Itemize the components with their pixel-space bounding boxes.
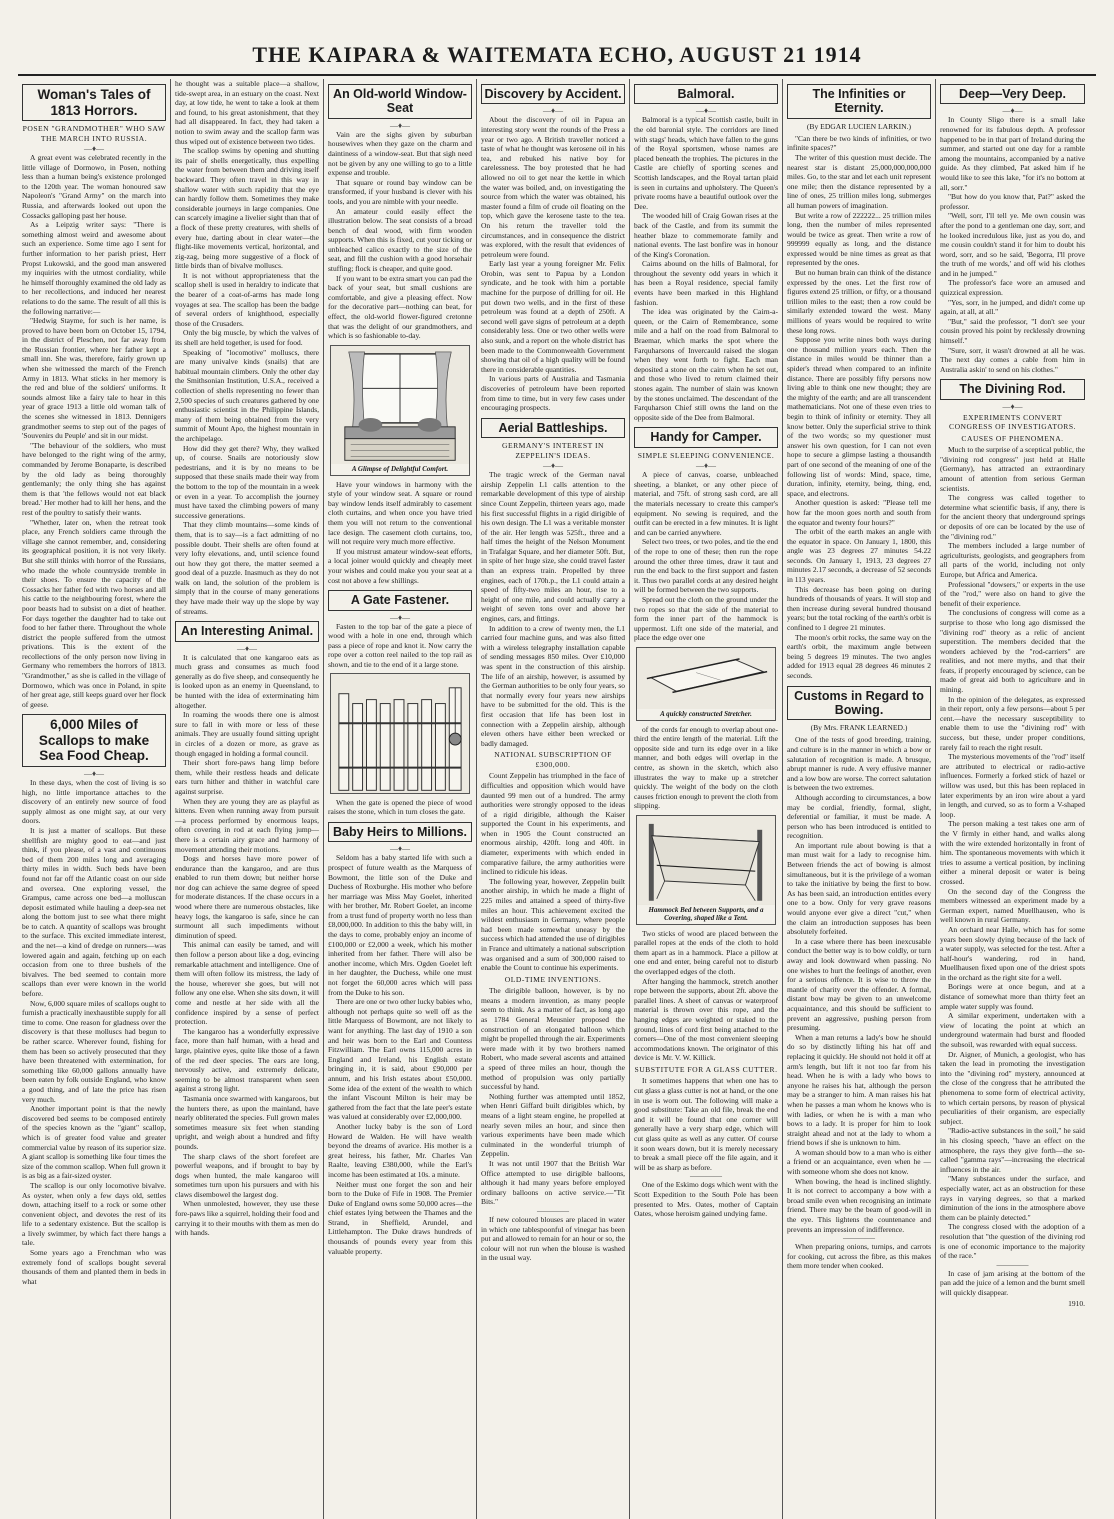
paragraph: In a case where there has been inexcusable conduct the better way is to bow coldly, or turn away and look downward when passing. No one wishes to hurt the feelings of another, even for a serious offence. It is wise to throw the mantle of charity over the offender. A formal, distant bow may be given to an unwelcome acquaintance, and this should be sufficient to prevent an aggressive, pushing person from presuming. <box>787 936 931 1033</box>
column-3 <box>324 79 477 1519</box>
paragraph: Nothing further was attempted until 1852, when Henri Giffard built dirigibles which, by means of a light steam engine, he propelled at nearly seven miles an hour, and since then various experiments have been made which culminated in the wonderful triumph of Zeppelin. <box>481 1091 625 1159</box>
paragraph: Vain are the sighs given by suburban housewives when they gaze on the charm and daintiness of a window-seat. But that sigh need not be given by any one willing to go to a little expense and trouble. <box>328 129 472 178</box>
article-body <box>22 778 166 1286</box>
article-deep <box>940 84 1085 374</box>
article-woman-tales <box>22 84 166 709</box>
paragraph: If new coloured blouses are placed in water in which one tablespoonful of vinegar has been put and allowed to remain for an hour or so, the colour will not run when the blouse is washed in the usual way. <box>481 1214 625 1263</box>
headline: An Old-world Window-Seat <box>328 84 472 119</box>
paragraph: That square or round bay window can be transformed, if your husband is clever with his tools, and you are nimble with your needle. <box>328 177 472 206</box>
divider: —♦— <box>389 844 411 854</box>
paragraph: "Yes, sorr, in he jumped, and didn't come up again, at all, at all." <box>940 297 1085 317</box>
paragraph: In various parts of Australia and Tasmania discoveries of petroleum have been reported from time to time, but in very few cases under encouraging prospects. <box>481 374 625 413</box>
paragraph: Suppose you write nines both ways during one thousand million years each. Then the distance in miles would be thinner than a spider's thread when compared to an infinite distance. There are possibly fifty persons now living able to think one new thought; they are the mighty of the earth; and are all transcendent mathematicians. Not one of these even tries to begin to think of infinity or eternity. They all know better. Only the superficial strive to think of the two words; so my questioner must answer his own question, for I can not even hope to secure a glimpse lasting a thousandth part of one second of the meaning of one of the following list of words: Mind, space, time, duration, infinity, eternity, being, thing, end, space, and electrons. <box>787 335 931 498</box>
divider: —♦— <box>695 461 717 471</box>
headline: A Gate Fastener. <box>328 590 472 610</box>
headline: Handy for Camper. <box>634 427 778 447</box>
figure-caption: A quickly constructed Stretcher. <box>637 709 775 720</box>
columns <box>18 79 1096 1519</box>
paragraph: "The behaviour of the soldiers, who must have belonged to the right wing of the army, commanded by Jerome Bonaparte, is described by the old lady as being thoroughly gentlemanly; the only thing she has against them is that 'the fellows would not eat black bread.' Her mother had to kill her hens, and the rest of the poultry to satisfy their wants. <box>22 440 166 517</box>
byline: (By EDGAR LUCIEN LARKIN.) <box>806 121 912 131</box>
article-body <box>634 929 778 1219</box>
byline: (By Mrs. FRANK LEARNED.) <box>810 723 908 733</box>
article-body <box>328 130 472 341</box>
paragraph: How did they get there? Why, they walked up, of course. Snails are notoriously slow pedestrians, and it is by no means to be supposed that these snails made their way from the bottom to the top of the mountain in a week or even in a year. To accomplish the journey must have taxed the climbing powers of many successive generations. <box>175 443 319 520</box>
article-balmoral <box>634 84 778 422</box>
paragraph: The orbit of the earth makes an angle with the equator in space. On January 1, 1800, this angle was 23 degrees 27 minutes 54.22 seconds. On January 1, 1913, 23 degrees 27 minutes 2.17 seconds, a decrease of 52 seconds in 113 years. <box>787 527 931 585</box>
paragraph: It is just a matter of scallops. But these shellfish are mighty good to eat—and just think, if you please, of a vast and continuous bed of them 200 miles long and averaging thirty miles in width. Such beds have been found not far off the Atlantic coast on our side and oversea. One exploring vessel, the Grampus, came across one bed—a molluscan deposit estimated while hauling a deep-sea net along the bottom just to see what there might be to catch. A quantity of scallops was brought to the surface. This excited immediate interest, and the net—a kind of dredge on runners—was lowered again and again, fetching up on each occasion from one to three bushels of the bivalves. The bed seemed to contain more scallops than ever were known in the world before. <box>22 825 166 999</box>
paragraph: Spread out the cloth on the ground under the two ropes so that the side of the material to form the inner part of the hammock is uppermost. Lift one side of the material, and place the edge over one <box>634 594 778 643</box>
paragraph: The scallop is our only locomotive bivalve. As oyster, when only a few days old, settles down, attaching itself to a rock or some other convenient object, and devotes the rest of its life to a sedentary existence. But the scallop is a lively swimmer, by which fact there hangs a tale. <box>22 1180 166 1248</box>
divider: —♦— <box>542 461 564 471</box>
paragraph: In addition to a crew of twenty men, the L1 carried four machine guns, and was also fitted with a wireless telegraphy installation capable of sending messages 850 miles. Over £10,000 was spent in the construction of this airship. The life of an airship, however, is assumed by the German authorities to be only four years, so that normally every four years new airships have to be submitted for the old. This is the first occasion that life has been lost in connection with a Zeppelin airship, although eleven others have either been wrecked or badly damaged. <box>481 623 625 748</box>
paragraph: of the cords far enough to overlap about one-third the entire length of the material. Lift the opposite side and turn its edge over in a like manner, and both edges will overlap in the centre, as shown in the sketch, which also illustrates the way to make up a stretcher quickly. The weight of the body on the cloth causes friction enough to prevent the cloth from slipping. <box>634 724 778 811</box>
paragraph: Two sticks of wood are placed between the parallel ropes at the ends of the cloth to hold them apart as in a hammock. Place a pillow at one end and enter, being careful not to disturb the overlapped edges of the cloth. <box>634 928 778 976</box>
article-interesting-animal <box>175 621 319 1238</box>
paragraph: When unmolested, however, they use these fore-paws like a squirrel, holding their food and carrying it to their mouths with them as men do with hands. <box>175 1199 319 1238</box>
article-window-seat <box>328 84 472 585</box>
paragraph: "But," said the professor, "I don't see your cousin proved his point by recklessly drowning himself." <box>940 316 1085 346</box>
paragraph: When bowing, the head is inclined slightly. It is not correct to accompany a bow with a broad smile even when recognising an intimate friend. There may be the beam of good-will in the eye. This lightens the countenance and prevents an impression of indifference. <box>787 1176 931 1234</box>
paragraph: A woman should bow to a man who is either a friend or an acquaintance, even when he — with someone whom she does not know. <box>787 1147 931 1177</box>
article-body <box>940 115 1085 374</box>
paragraph: "But how do you know that, Pat?" asked the professor. <box>940 192 1085 211</box>
paragraph: Only the big muscle, by which the valves of its shell are held together, is used for food. <box>175 328 319 348</box>
paragraph: A great event was celebrated recently in the little village of Dormowo, in Posen, nothing less than a human being's existence prolonged to the 120th year. The woman honoured saw Napoleon's "Grand Army" on the march into Russia, and afterwards looked out upon the Cossacks galloping past her house. <box>22 153 166 220</box>
column-4 <box>477 79 630 1519</box>
column-1 <box>18 79 171 1519</box>
column-7 <box>936 79 1089 1519</box>
paragraph: Early last year a young foreigner Mr. Felix Orobin, was sent to Papua by a London syndicate, and he took with him a portable machine for the purpose of drilling for oil. He put down two wells, and in the first of these petroleum was found at a depth of 250ft. A second well gave signs of petroleum at a depth considerably less. One or two other wells were also sunk, and a report on the whole district has been made to the Commonwealth Government showing that oil of a high quality will be found there in considerable quantities. <box>481 259 625 374</box>
subhead: CAUSES OF PHENOMENA. <box>961 433 1064 443</box>
article-body <box>328 622 472 670</box>
article-body <box>634 470 778 643</box>
paragraph: Some years ago a Frenchman who was extremely fond of scallops bought several thousands of them and planted them in beds in what <box>22 1248 166 1286</box>
paragraph: The conclusions of congress will come as a surprise to those who long ago dismissed the "divining rod" theory as a relic of ancient superstition. The members decided that the wonders achieved by the "rod-carriers" are realities, and not mere myths, and that their feats, if properly encouraged by science, can be made of great aid both to agriculture and in mining. <box>940 608 1085 695</box>
paragraph: In County Sligo there is a small lake renowned for its fabulous depth. A professor happened to be in that part of Ireland during the summer, and started out one day for a ramble among the mountains, accompanied by a native guide. As they climbed, Pat asked him if he would like to see this lake, "for it's no bottom at all, sorr." <box>940 115 1085 192</box>
divider: —♦— <box>389 120 411 130</box>
headline: Aerial Battleships. <box>481 418 625 438</box>
paragraph: It is calculated that one kangaroo eats as much grass and consumes as much food generally as do five sheep, and consequently he is looked upon as an enemy in Queensland, to be hunted with the idea of exterminating him altogether. <box>175 652 319 710</box>
paragraph: Now, 6,000 square miles of scallops ought to furnish a practically inexhaustible supply for all time to come. One reason for gladness over the discovery is that these molluscs had begun to be rather scarce. Wherever found, fishing for them has been so actively prosecuted that they have been threatened with extermination, for something like 60,000 gallons annually have been eaten by folk outside England, who know a good thing, and of late the price has risen very much. <box>22 998 166 1104</box>
headline: Baby Heirs to Millions. <box>328 822 472 842</box>
paragraph: In roaming the woods there one is almost sure to fall in with more or less of these animals. They are usually found sitting upright in circles of a dozen or more, as grave as though engaged in holding a formal council. <box>175 710 319 758</box>
paragraph: Their short fore-paws hang limp before them, while their restless heads and delicate ears turn hither and thither in watchful care against surprise. <box>175 758 319 796</box>
paragraph: There are one or two other lucky babies who, although not perhaps quite so well off as the little Marquess of Bowmont, are not likely to want for anything. The last day of 1910 a son and heir was born to the Earl and Countess Fitzwilliam. The Earl owns 115,000 acres in England and Ireland, his English estate bringing in, it is said, about £90,000 per annum, and his Irish estates about £50,000. Some idea of the extent of the wealth to which the infant Viscount Milton is heir may be gathered from the fact that the late peer's estate was valued at considerably over £2,000,000. <box>328 997 472 1122</box>
paragraph: When the gate is opened the piece of wood raises the stone, which in turn closes the gate. <box>328 797 472 817</box>
article-baby-heirs <box>328 822 472 1256</box>
article-bowing <box>787 686 931 1271</box>
section-subhead: OLD-TIME INVENTIONS. <box>504 974 602 984</box>
paragraph: Speaking of "locomotive" molluscs, there are many univalve kinds (snails) that are habitual mountain climbers. Only the other day the Smithsonian Institution, U.S.A., received a collection of shells representing no fewer than 2,500 species of such creatures gathered by one enthusiastic scientist in the Philippine Islands, many of them being obtained from the very summit of Mount Apo, the highest mountain in the archipelago. <box>175 347 319 443</box>
paragraph: Neither must one forget the son and heir born to the Duke of Fife in 1908. The Premier Duke of England owns some 50,000 acres—the chief estates lying between the Thames and the Strand, in Sheffield, Arundel, and Littlehampton. The Duke draws hundreds of thousands of pounds every year from this valuable property. <box>328 1179 472 1256</box>
paragraph: Another important point is that the newly discovered bed seems to be composed entirely of the species known as the "giant" scallop, which is of greater food value and greater commercial value by reason of its superior size. A giant scallop is something like four times the size of the common scallop. When full grown it is as big as a fair-sized oyster. <box>22 1104 166 1181</box>
paragraph: he thought was a suitable place—a shallow, tide-swept area, in an estuary on the coast. Next day, at low tide, he went to take a look at them and found, to his great astonishment, that they had all disappeared. In fact, they had taken a notion to swim away and the scallop farm was thus wiped out of existence between two tides. <box>175 79 319 146</box>
paragraph: Tasmania once swarmed with kangaroos, but the hunters there, as upon the mainland, have nearly obliterated the species. Full grown males sometimes measure six feet when standing upright, and weigh about a hundred and fifty pounds. <box>175 1093 319 1151</box>
paragraph: The moon's orbit rocks, the same way on the earth's orbit, the maximum angle between being 5 degrees 19 minutes. The two angles added for 1913 equal 28 degrees 46 minutes 2 seconds. <box>787 632 931 680</box>
article-body <box>481 470 625 1263</box>
hammock-tent-drawing <box>637 816 775 905</box>
article-gate-fastener <box>328 590 472 817</box>
divider: —♦— <box>1002 106 1023 116</box>
paragraph: Although according to circumstances, a bow may be cordial, friendly, formal, slight, deferential or familiar, it must be made. A person who has been introduced is entitled to recognition. <box>787 792 931 841</box>
article-body-continued <box>175 79 319 616</box>
article-scallops <box>22 714 166 1286</box>
paragraph: "Radio-active substances in the soil," he said in his closing speech, "have an effect on the atmosphere, the rays they give forth—the so-called "gamma rays"—increasing the electrical influences in the air. <box>940 1126 1085 1174</box>
paragraph: If you mistrust amateur window-seat efforts, a local joiner would quickly and cheaply meet your wishes and could make you your seat at a cost not above a few shillings. <box>328 546 472 585</box>
paragraph: The person making a test takes one arm of the V firmly in either hand, and walks along with the wire extended horizontally in front of him. The spontaneous movements with which it tries to assume a vertical position, by inclining either a mineral deposit or water is being crossed. <box>940 819 1085 886</box>
paragraph: In these days, when the cost of living is so high, no little importance attaches to the discovery of an entirely new source of food supply almost as one might say, at our very doors. <box>22 777 166 826</box>
article-infinities <box>787 84 931 681</box>
column-5 <box>630 79 783 1519</box>
paragraph: It is not without appropriateness that the scallop shell is used in heraldry to indicate that the bearer of a coat-of-arms has made long voyages at sea. The scallop has been the badge of several orders of knighthood, especially those of the Crusaders. <box>175 270 319 328</box>
window-seat-illustration <box>330 345 470 476</box>
paragraph: A similar experiment, undertaken with a view of locating the point at which an underground watermain had burst and flooded the subsoil, was rewarded with equal success. <box>940 1011 1085 1050</box>
article-handy-camper <box>634 427 778 1218</box>
paragraph: Professional "dowsers," or experts in the use of the "rod," were also on hand to give the benefit of their experience. <box>940 579 1085 608</box>
paragraph: The idea was originated by the Cairn-a-queen, or the Cairn of Remembrance, some mile and a half on the road from Balmoral to Braemar, which marks the spot where the Farquharsons of Invercauld raised the slogan when they went forth to fight. Each man deposited a stone on the cairn when he set out, and those who lived to return claimed their stones again. The number of slain was known by the stones unclaimed. The descendant of the Farquharson Chief still owns the land on the opposite side of the Dee from Balmoral. <box>634 307 778 422</box>
paragraph: The writer of this question must decide. The nearest star is distant 25,000,000,000,000 miles. Go, to the star and let each unit represent one mile; then the distance represented by a line of ones, 25 trillion miles long, submerges all human powers of imagination. <box>787 152 931 210</box>
paragraph: "Can there be two kinds of infinities, or two infinite spaces?" <box>787 133 931 153</box>
paragraph: Seldom has a baby started life with such a prospect of future wealth as the Marquess of Bowmont, the little son of the Duke and Duchess of Roxburghe. His mother who before her marriage was Miss May Goelet, inherited with her brother, Mr. Robert Goelet, an income from a trust fund of property worth no less than £8,000,000. In addition to this the baby will, in the days to come, probably enjoy an income of £100,000 or £2,000 a week, which his mother inherited from her father. There will also be another income, which Mrs. Ogden Goelet left in her daughter, the Duchess, while one must not forget the 60,000 acres which will pass from the Duke to his son. <box>328 853 472 997</box>
article-body <box>328 853 472 1256</box>
paragraph: But write a row of 222222... 25 trillion miles long, then the number of miles represented would be twice as great. Then write a row of 999999 equally as long, and the distance expressed would be nine times as great as that represented by the ones. <box>787 210 931 268</box>
paragraph: Dogs and horses have more power of endurance than the kangaroo, and are thus enabled to run them down; but neither horse nor dog can achieve the same degree of speed for moderate distances. If the chase occurs in a wood where there are numerous obstacles, like heavy logs, the kangaroo is safe, since he can surmount all such impediments without diminution of speed. <box>175 854 319 940</box>
paragraph: After hanging the hammock, stretch another rope between the supports, about 2ft. above the parallel lines. A sheet of canvas or waterproof material is thrown over this rope, and the hanging edges are weighted or staked to the ground, lines of cord first being attached to the corners—One of the most convenient sleeping accommodations known. The originator of this device is Mr. V. W. Killick. <box>634 976 778 1063</box>
paragraph: The congress closed with the adoption of a resolution that "the question of the divining rod is one of economic importance to the majority of the race." <box>940 1222 1085 1261</box>
paragraph: The kangaroo has a wonderfully expressive face, more than half human, with a head and large, plaintive eyes, quite like those of a fawn of the red deer species. The ears are long, nervously active, and extremely delicate, seeming to be almost transparent when seen against a strong light. <box>175 1026 319 1094</box>
article-body <box>634 725 778 811</box>
masthead: THE KAIPARA & WAITEMATA ECHO, AUGUST 21 1914 <box>252 42 862 67</box>
headline: Discovery by Accident. <box>481 84 625 104</box>
paragraph: If you want to be extra smart you can pad the back of your seat, but small cushions are comfortable, and give a pleasing effect. Now for the decorative part—nothing can beat, for effect, the old-world flower-figured cretonne that was the delight of our grandmothers, and which is so fashionable to-day. <box>328 273 472 341</box>
paragraph: The dirigible balloon, however, is by no means a modern invention, as many people seem to think. As a matter of fact, as long ago as 1784 General Meusnier proposed the construction of an elongated balloon which might be propelled through the air. Experiments were made with it by two brothers named Robert, who made several ascents and attained a speed of three miles an hour, though the method of propulsion was only partially successful by hand. <box>481 986 625 1092</box>
paragraph: Balmoral is a typical Scottish castle, built in the old baronial style. The corridors are lined with stags' heads, which have fallen to the guns of the Royal sportsmen, whose names are placed beneath the trophies. The pictures in the Castle are chiefly of sporting scenes and Scottish landscapes, and the Royal tartan plaid is seen in curtains and upholstery. The Queen's private rooms have a beautiful outlook over the Dee. <box>634 115 778 211</box>
paragraph: "Many substances under the surface, and especially water, act as an obstruction for these rays in varying degrees, so that a marked diminution of the ions in the atmosphere above them can be plainly detected." <box>940 1174 1085 1222</box>
article-body <box>481 115 625 412</box>
article-discovery <box>481 84 625 413</box>
paragraph: Dr. Aigner, of Munich, a geologist, who has taken the lead in promoting the investigation into the "divining rod" mystery, announced at the close of the congress that he attributed the phenomena to some form of electrical activity, to which certain persons, by reason of physical peculiarities of their organism, are especially subject. <box>940 1049 1085 1126</box>
divider: ———— <box>537 1205 569 1215</box>
paragraph: "Whether, later on, when the retreat took place, any French soldiers came through the village she cannot remember, and, considering its geographical position, it is not very likely. But she still thinks with horror of the Russians, who made the whole countryside tremble in their shoes. To ensure the capacity of the Cossacks her father fed with two horses and all his cattle to the neighbouring forest, where the poor beasts had to subsist on a diet of heather. For days together the daughter had to take out food to her father there. Throughout the whole district the people suffered from the utmost privations. This is the extent of the recollections of the only person now living in Germany who remembers the horrors of 1813. "Grandmother," as she is called in the village of Dormowo, which was once in Poland, in spite of her great age, still keeps guard over her flock of geese. <box>22 517 166 709</box>
paragraph: The members included a large number of agriculturists, geologists, and geographers from all parts of the world, including not only Europe, but Africa and America. <box>940 541 1085 579</box>
paragraph: It was not until 1907 that the British War Office attempted to use dirigible balloons, although it had many years before employed ordinary balloons on active service.—"Tit Bits." <box>481 1158 625 1207</box>
divider: —♦— <box>1002 401 1023 411</box>
gate-drawing <box>331 674 469 792</box>
paragraph: Borings were at once begun, and at a distance of somewhat more than thirty feet an ample water supply was found. <box>940 982 1085 1011</box>
subhead: EXPERIMENTS CONVERT CONGRESS OF INVESTIGATORS. <box>949 412 1076 432</box>
headline: The Infinities or Eternity. <box>787 84 931 119</box>
window-seat-drawing <box>331 346 469 464</box>
divider: ———— <box>843 1233 875 1243</box>
divider: ———— <box>690 1171 722 1181</box>
paragraph: The sharp claws of the short forefeet are powerful weapons, and if brought to bay by dogs when hunted, the male kangaroo will sometimes turn upon his pursuers and with his claws disembowel the largest dog. <box>175 1151 319 1199</box>
divider: ———— <box>996 1259 1029 1269</box>
paragraph: On the second day of the Congress the members witnessed an experiment made by a German expert, named Muellhausen, who is well known in rural Germany. <box>940 886 1085 925</box>
paragraph: In case of jam arising at the bottom of the pan add the juice of a lemon and the burnt smell will quickly disappear. <box>940 1268 1085 1297</box>
divider: —♦— <box>83 768 105 778</box>
headline: Balmoral. <box>634 84 778 104</box>
paragraph: Select two trees, or two poles, and tie the end of the rope to one of these; then run the rope around the other three times, draw it taut and run the end back to the first support and fasten it. Thus two parallel cords at any desired height will be formed between the two supports. <box>634 537 779 595</box>
paragraph: An orchard near Halle, which has for some years been slowly dying because of the lack of a water supply, was selected for the test. After a half-hour's wandering, rod in hand, Muellhausen fixed upon one of the driest spots in the orchard as the right site for a well. <box>940 924 1085 982</box>
headline: Deep—Very Deep. <box>940 84 1085 104</box>
paragraph: When a man returns a lady's bow he should do so by distinctly lifting his hat off and replacing it quickly. He should not hold it off at arm's length, but lift it not too far from his head. When he is with a lady who bows to anyone he raises his hat, although the person may be a stranger to him. A man raises his hat when he passes a man whom he knows who is with ladies, or when he is with a man who bows to a lady. It is proper for him to look straight ahead and not at the lady to whom a friend bows if she is unknown to him. <box>787 1032 931 1148</box>
divider: —♦— <box>83 144 105 153</box>
article-body <box>787 735 931 1271</box>
paragraph: "Hedwig Stayme, for such is her name, is proved to have been born on October 15, 1794, in the district of Pleschen, not far away from the Russian frontier, where her father kept a small inn. She was, therefore, fairly grown up when she witnessed the march of the French Army in 1813. What sticks in her memory is the red and blue of the soldiers' uniforms. It sounds almost like a fairy tale to hear in this year of grace 1913 a little old woman talk of the scenes she witnessed in 1813. Dennigers grandmother seems to step out of the pages of 'Souvenirs du Peuple' and sit in our midst. <box>22 316 166 441</box>
paragraph: The mysterious movements of the "rod" itself are attributed to electrical or radio-active influences. Formerly a forked stick of hazel or willow was used, but this has been replaced in later experiments by an iron wire about a yard in length, and curved, so as to form a V-shaped loop. <box>940 752 1085 819</box>
column-2 <box>171 79 324 1519</box>
article-aerial-battleships <box>481 418 625 1263</box>
paragraph: It sometimes happens that when one has to cut glass a glass cutter is not at hand, or the one in use is worn out. The following will make a good substitute: Take an old file, break the end and it will be found that one corner will generally have a very sharp edge, which will cut glass quite as well as any cutter. Of course it soon wears down, but it is merely necessary to break a small piece off the file again, and it will be as sharp as before. <box>634 1076 778 1172</box>
divider: —♦— <box>389 612 411 622</box>
paragraph: The tragic wreck of the German naval airship Zeppelin L1 calls attention to the remarkable development of this type of airship since Count Zeppelin, thirteen years ago, made his first successful flights in a rigid dirigible of his own design. The L1 was a veritable monster of the air. Her length was 525ft., three and a half times the height of the Nelson Monument in Trafalgar Square, and her diameter 50ft. But, in spite of her huge size, she could travel faster than an express train. Propelled by three engines, each of 170h.p., the L1 could attain a speed of fifty-two miles an hour, rise to a height of one mile, and could actually carry a weight of seven tons over and above her engines, cars, and fittings. <box>481 470 625 624</box>
article-body <box>328 798 472 817</box>
divider: —♦— <box>695 106 717 116</box>
paragraph: Another question is asked: "Please tell me how far the moon goes north and south from the equator and twenty four hours?" <box>787 498 931 527</box>
paragraph: That they climb mountains—some kinds of them, that is to say—is a fact admitting of no possible doubt. Their shells are often found at very lofty elevations, and, until science found out how they got there, the matter seemed a good deal of a puzzle. Inasmuch as they do not walk on land, the solution of the problem is simply that in the course of many generations they have made their way up the slope by way of streams. <box>175 520 319 616</box>
stretcher-drawing <box>637 648 775 709</box>
paragraph: As a Leipzig writer says: "There is something almost weird and awesome about such an experience. Some time ago I sent for further information to her parish priest, Herr Propst Lukowski, and the good man answered my inquiries with the utmost cordiality, while he himself thoroughly examined the old lady as to her recollections, and induced her nearest relations to do the same. The result of all this is the following narrative:— <box>22 220 166 316</box>
paragraph: Fasten to the top bar of the gate a piece of wood with a hole in one end, through which pass a piece of rope and knot it. Now carry the rope over a cotton reel nailed to the top rail as shown, and tie to the end of it a large stone. <box>328 621 472 669</box>
paragraph: One of the Eskimo dogs which went with the Scott Expedition to the South Pole has been presented to Mrs. Oates, mother of Captain Oates, whose heroism gained undying fame. <box>634 1180 778 1219</box>
page-mark: 1910. <box>1068 1299 1085 1309</box>
headline: 6,000 Miles of Scallops to make Sea Food Cheap. <box>22 714 166 767</box>
article-body <box>634 115 778 422</box>
article-body <box>175 653 319 1238</box>
paragraph: An important rule about bowing is that a man must wait for a lady to recognise him. Between friends the act of bowing is almost simultaneous, but it is the privilege of a woman to take the initiative by being the first to bow. As has been said, an introduction entitles every one to a bow. Only for very grave reasons would anyone ever give a direct "cut," when the claim an introduction supposes has been absolutely forfeited. <box>787 840 931 937</box>
hammock-tent-illustration <box>636 815 776 925</box>
paragraph: The professor's face wore an amused and quizzical expression. <box>940 278 1085 298</box>
paragraph: This decrease has been going on during hundreds of thousands of years. It will stop and then increase during several hundred thousand years; but the total rocking of the earth's orbit is confined to 1 degree 21 minutes. <box>787 584 931 633</box>
paragraph: An amateur could easily effect the illustration below. The seat consists of a broad bench of deal wood, with firm wooden supports. When this is fixed, cut your ticking or unbleached calico exactly to the size of the seat, and fill the cushion with a good horsehair stuffing; flock is cheaper, and quite good. <box>328 206 472 274</box>
figure-caption: A Glimpse of Delightful Comfort. <box>331 464 469 475</box>
paragraph: Much to the surprise of a sceptical public, the "divining rod congress" just held at Halle (Germany), has attracted an extraordinary amount of attention from serious German scientists. <box>940 445 1085 493</box>
paragraph: When preparing onions, turnips, and carrots for cooking, cut across the fibre, as this makes them more tender when cooked. <box>787 1242 931 1271</box>
figure-caption: Hammock Bed between Supports, and a Covering, shaped like a Tent. <box>637 905 775 924</box>
paragraph: "Sure, sorr, it wasn't drowned at all he was. The next day comes a cable from him in Australia askin' to send on his clothes." <box>940 345 1085 374</box>
stretcher-illustration <box>636 647 776 721</box>
paragraph: The scallop swims by opening and shutting its pair of shells energetically, thus expelling the water from between them and driving itself backward. They often travel in this way in shallow water with such rapidity that the eye can hardly follow them. Sometimes they make considerable journeys in large companies. One can scarcely imagine a livelier sight than that of a flock of these pretty creatures, with shells of every hue, darting about in clear water—the flight-like movements vertical, horizontal, and zig-zag, being more suggestive of a flock of little birds than of bivalve molluscs. <box>175 146 319 271</box>
article-body <box>328 480 472 586</box>
paragraph: When they are young they are as playful as kittens. Even when running away from pursuit—a process performed by enormous leaps, often covering in rod at each flying jump—there is a certain airy grace and harmony of movement attending their motions. <box>175 796 319 854</box>
paragraph: About the discovery of oil in Papua an interesting story went the rounds of the Press a year or two ago. A British traveller noticed a taste of what he thought was kerosene oil in his tea, and rebuked his native boy for carelessness. The boy protested that he had allowed no oil to get near the kettle in which the water was boiled, and, on investigating the source from which the water was obtained, his master found a film of crude oil floating on the top, which gave the kerosene taste to the tea. On his return the traveller told the circumstances, and in consequence the district was explored, with the result that evidences of petroleum were found. <box>481 115 625 259</box>
paragraph: Cairns abound on the hills of Balmoral, for throughout the seventy odd years in which it has been a Royal residence, special family events have been marked in this Highland fashion. <box>634 259 778 307</box>
paragraph: A piece of canvas, coarse, unbleached sheeting, a blanket, or any other piece of material, and 75ft. of strong sash cord, are all the materials necessary to create this camper's equipment. No sewing is required, and the outfit can be erected in a few minutes. It is light and can be carried anywhere. <box>634 470 778 537</box>
paragraph: This animal can easily be tamed, and will then follow a person about like a dog, evincing remarkable attachment and intelligence. One of them will often follow its mistress, the lady of the house, wherever she goes, but will not follow any one else. When she sits down, it will come and nestle at her side with all the confidence inspired by a sense of perfect protection. <box>175 940 319 1027</box>
paragraph: The following year, however, Zeppelin built another airship, in which he made a flight of 225 miles and attained a speed of thirty-five miles an hour. This achievement excited the wildest enthusiasm in Germany, where people had been made somewhat uneasy by the success which had attended the use of dirigibles in France and ultimately a national subscription was organised and a sum of 300,000 raised to enable the Count to continue his experiments. <box>481 876 625 973</box>
subhead: SIMPLE SLEEPING CONVENIENCE. <box>637 450 775 460</box>
article-body <box>940 445 1085 1308</box>
paragraph: Another lucky baby is the son of Lord Howard de Walden. He will have wealth beyond the dreams of avarice. His mother is a great heiress, his father, Mr. Charles Van Raalte, leaving £380,000, while the Earl's income has been estimated at 10s. a minute. <box>328 1121 472 1179</box>
paragraph: In the opinion of the delegates, as expressed in their report, only a few persons—about 5 per cent.—have the necessary susceptibility to enable them to use the "divining rod" with success, but these, under proper conditions, rarely fail to reach the right result. <box>940 694 1085 752</box>
gate-illustration <box>330 673 470 793</box>
paragraph: "Well, sorr, I'll tell ye. Me own cousin was after the pond to a gentleman one day, sorr, and he looked incredulous like, just as you do, and me cousin couldn't stand it for him to doubt his word, sorr, and so he said, 'Begorra, I'll prove the truth of me words,' and off wid his clothes and in he jumped." <box>940 211 1085 278</box>
paragraph: One of the tests of good breeding, training, and culture is in the manner in which a bow or salutation of recognition is made. A brusque, abrupt manner is rude. A very effusive manner and a low bow are worse. The correct salutation is between the two extremes. <box>787 735 931 793</box>
headline: An Interesting Animal. <box>175 621 319 641</box>
headline: The Divining Rod. <box>940 379 1085 399</box>
paragraph: Have your windows in harmony with the style of your window seat. A square or round bay window lends itself admirably to casement cloth curtains, and when once you have tried them you will not return to the conventional lace design. The casement cloth curtains, too, will not require very much more effective. <box>328 479 472 547</box>
paragraph: The congress was called together to determine what scientific basis, if any, there is for the ancient theory that underground springs or deposits of ore can be located by the use of the "divining rod." <box>940 493 1085 541</box>
paragraph: Count Zeppelin has triumphed in the face of difficulties and opposition which would have daunted 99 men out of a hundred. The army authorities were strongly opposed to the ideas of a rigid dirigible, although the Kaiser supported the Count in his experiments, and when in 1905 the Count constructed an enormous airship, 420ft. long and 40ft. in diameter, experiments with which ended in comparative failure, the army authorities were inclined to ridicule his ideas. <box>481 771 625 877</box>
headline: Customs in Regard to Bowing. <box>787 686 931 721</box>
paragraph: But no human brain can think of the distance expressed by the ones. Let the first row of figures extend 25 trillion, or fifty, or a thousand trillion miles to the east; then a row could be similarly extended toward the west. Many millions of years would be required to write these long rows. <box>787 268 931 335</box>
paragraph: The wooded hill of Craig Gowan rises at the back of the Castle, and from its summit the heather blaze to commemorate family and national events. The last bonfire was in honour of the King's Coronation. <box>634 211 778 259</box>
article-body <box>787 134 931 681</box>
divider: —♦— <box>236 643 258 653</box>
subhead: POSEN "GRANDMOTHER" WHO SAW THE MARCH INTO RUSSIA. <box>22 124 166 143</box>
article-divining-rod <box>940 379 1085 1308</box>
masthead-rule <box>18 74 1096 76</box>
column-6 <box>783 79 936 1519</box>
section-subhead: NATIONAL SUBSCRIPTION OF £300,000. <box>494 750 612 769</box>
article-body <box>22 153 166 709</box>
section-subhead: SUBSTITUTE FOR A GLASS CUTTER. <box>634 1064 778 1074</box>
subhead: GERMANY'S INTEREST IN ZEPPELIN'S IDEAS. <box>501 441 604 460</box>
divider: —♦— <box>542 106 564 116</box>
headline: Woman's Tales of 1813 Horrors. <box>22 84 166 121</box>
